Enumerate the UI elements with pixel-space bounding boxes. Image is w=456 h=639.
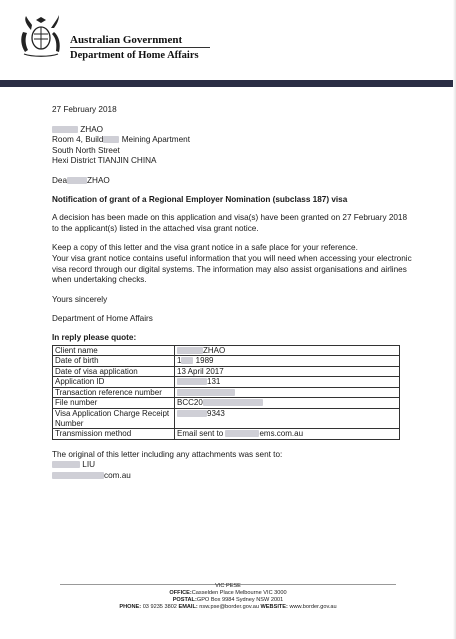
redaction-mask	[67, 177, 87, 184]
salutation	[52, 176, 412, 187]
address-line1-prefix: Room 4, Build	[52, 135, 104, 145]
reference-table	[52, 345, 400, 440]
table-row	[53, 398, 400, 409]
signature: Department of Home Affairs	[52, 314, 153, 324]
copies-intro: The original of this letter including any attachments was sent to:	[52, 449, 283, 459]
paragraph-keep-copy-rest: Your visa grant notice contains useful information that you will need when accessing your electronic visa record through our digital systems. The information may also assist organisations and airlines when undertaking checks.	[52, 253, 412, 285]
letter-body	[52, 105, 412, 482]
recipient-surname: ZHAO	[80, 124, 104, 134]
paragraph-keep-copy	[52, 243, 412, 285]
footer-office-name: VIC PESE	[215, 583, 241, 589]
address-line1-suffix: Meining Apartment	[119, 135, 190, 145]
letterhead-rule	[70, 47, 210, 48]
table-row	[53, 387, 400, 398]
department-name: Department of Home Affairs	[70, 50, 199, 61]
redaction-mask	[52, 126, 78, 133]
recipient-address	[52, 125, 412, 167]
row-label: Application ID	[53, 377, 175, 388]
paragraph-decision: A decision has been made on this application and visa(s) have been granted on 27 February 2018 to the applicant(s) listed in the attached visa grant notice.	[52, 213, 408, 233]
footer-office: OFFICE:Casselden Place Melbourne VIC 3000	[169, 590, 287, 596]
table-row	[53, 345, 400, 356]
row-label: Transaction reference number	[53, 387, 175, 398]
table-row	[53, 356, 400, 367]
copies-name: LIU	[52, 460, 412, 471]
closing: Yours sincerely	[52, 294, 108, 304]
redaction-mask	[103, 136, 119, 143]
row-label: Transmission method	[53, 429, 175, 440]
row-value: 13 April 2017	[175, 366, 400, 377]
row-value: Email sent to ems.com.au	[175, 429, 400, 440]
address-line3: Hexi District TIANJIN CHINA	[52, 156, 157, 166]
letter-subject: Notification of grant of a Regional Employer Nomination (subclass 187) visa	[52, 194, 348, 204]
row-label: Date of visa application	[53, 366, 175, 377]
row-label: Client name	[53, 345, 175, 356]
table-row	[53, 429, 400, 440]
row-label: Visa Application Charge Receipt Number	[53, 409, 175, 429]
coat-of-arms-icon	[16, 12, 66, 60]
address-line2: South North Street	[52, 145, 120, 155]
copies-email: com.au	[52, 471, 412, 482]
table-row	[53, 366, 400, 377]
quote-title: In reply please quote:	[52, 332, 137, 342]
paragraph-keep-copy-line1: Keep a copy of this letter and the visa grant notice in a safe place for your reference.	[52, 243, 358, 253]
row-value: BCC20	[175, 398, 400, 409]
row-value: 131	[175, 377, 400, 388]
letter-date: 27 February 2018	[52, 105, 117, 114]
table-row	[53, 409, 400, 429]
table-row	[53, 377, 400, 388]
row-value: ZHAO	[175, 345, 400, 356]
row-label: File number	[53, 398, 175, 409]
government-name: Australian Government	[70, 34, 183, 46]
row-value: 1 1989	[175, 356, 400, 367]
row-label: Date of birth	[53, 356, 175, 367]
row-value	[175, 387, 400, 398]
letterhead	[0, 0, 456, 88]
footer-postal: POSTAL:GPO Box 9984 Sydney NSW 2001	[172, 597, 284, 603]
salutation-prefix: Dea	[52, 175, 68, 185]
footer-contact: PHONE: 03 9235 3802 EMAIL: nsw.pse@border.gov.au WEBSITE: www.border.gov.au	[119, 604, 337, 610]
header-bar-fade	[276, 80, 456, 87]
footer	[0, 583, 456, 611]
salutation-name: ZHAO	[87, 175, 110, 185]
row-value: 9343	[175, 409, 400, 429]
